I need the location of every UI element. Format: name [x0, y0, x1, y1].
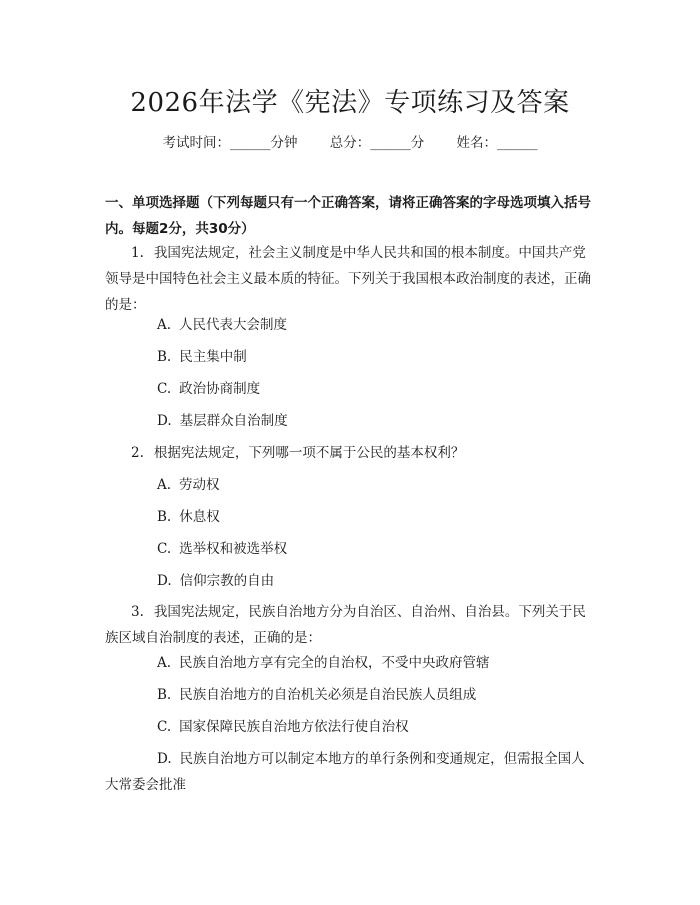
- option-3b: [157, 682, 597, 708]
- option-1d: [157, 408, 597, 434]
- question-text: 根据宪法规定，下列哪一项不属于公民的基本权利？: [153, 445, 465, 461]
- option-text: 休息权: [179, 509, 220, 525]
- option-text: 劳动权: [179, 477, 220, 493]
- option-2a: [157, 472, 597, 498]
- option-text: 人民代表大会制度: [179, 317, 288, 333]
- question-3: [105, 599, 595, 651]
- question-text: 我国宪法规定，社会主义制度是中华人民共和国的根本制度。中国共产党领导是中国特色社会主义最本质的特征。下列关于我国根本政治制度的表述，正确的是：: [105, 245, 591, 313]
- option-text: 民主集中制: [179, 349, 247, 365]
- exam-meta: [0, 131, 700, 151]
- question-number: 2.: [131, 445, 144, 461]
- exam-time: 考试时间：______分钟: [162, 135, 298, 151]
- option-text: 基层群众自治制度: [179, 413, 288, 429]
- option-3c: [157, 714, 597, 740]
- option-text: 政治协商制度: [179, 381, 261, 397]
- question-number: 3.: [131, 604, 144, 620]
- option-letter: A.: [157, 655, 172, 671]
- option-letter: B.: [157, 349, 172, 365]
- option-text: 民族自治地方可以制定本地方的单行条例和变通规定，但需报全国人大常委会批准: [105, 751, 585, 793]
- option-letter: C.: [157, 719, 172, 735]
- exam-score: 总分：______分: [329, 135, 425, 151]
- option-2b: [157, 504, 597, 530]
- option-letter: B.: [157, 509, 172, 525]
- option-2c: [157, 536, 597, 562]
- option-letter: C.: [157, 541, 172, 557]
- option-3d: [105, 746, 595, 798]
- option-text: 国家保障民族自治地方依法行使自治权: [179, 719, 409, 735]
- option-2d: [157, 568, 597, 594]
- option-text: 选举权和被选举权: [179, 541, 288, 557]
- option-letter: D.: [157, 751, 172, 767]
- option-text: 民族自治地方享有完全的自治权，不受中央政府管辖: [179, 655, 490, 671]
- option-letter: A.: [157, 477, 172, 493]
- exam-name: 姓名：______: [456, 135, 538, 151]
- question-1: [105, 240, 595, 318]
- exam-title: 2026年法学《宪法》专项练习及答案: [130, 88, 570, 118]
- option-3a: [157, 650, 597, 676]
- option-text: 信仰宗教的自由: [179, 573, 275, 589]
- option-letter: D.: [157, 573, 172, 589]
- option-letter: C.: [157, 381, 172, 397]
- option-letter: B.: [157, 687, 172, 703]
- option-letter: A.: [157, 317, 172, 333]
- option-1b: [157, 344, 597, 370]
- option-1a: [157, 312, 597, 338]
- section-heading: 一、单项选择题（下列每题只有一个正确答案，请将正确答案的字母选项填入括号内。每题2分，共30分）: [105, 195, 591, 237]
- option-1c: [157, 376, 597, 402]
- question-2: [105, 440, 595, 466]
- option-letter: D.: [157, 413, 172, 429]
- question-text: 我国宪法规定，民族自治地方分为自治区、自治州、自治县。下列关于民族区域自治制度的表述，正确的是：: [105, 604, 586, 646]
- option-text: 民族自治地方的自治机关必须是自治民族人员组成: [179, 687, 477, 703]
- question-number: 1.: [131, 245, 144, 261]
